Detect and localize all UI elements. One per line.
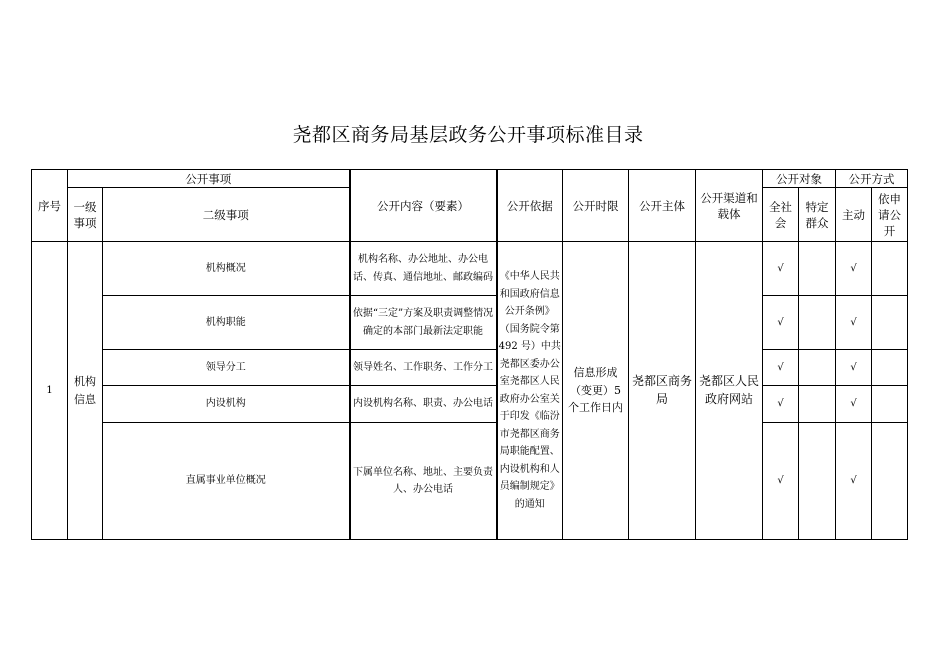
header-time-limit: 公开时限 (563, 170, 629, 242)
level2-cell: 直属事业单位概况 (103, 423, 350, 540)
content-cell: 领导姓名、工作职务、工作分工 (350, 350, 497, 386)
seq-cell: 1 (32, 242, 68, 540)
channel-cell: 尧都区人民政府网站 (696, 242, 763, 540)
whole-society-mark: √ (763, 350, 799, 386)
content-cell: 内设机构名称、职责、办公电话 (350, 386, 497, 423)
header-whole-society: 全社会 (763, 188, 799, 242)
content-cell: 依据“三定”方案及职责调整情况确定的本部门最新法定职能 (350, 296, 497, 350)
header-basis: 公开依据 (497, 170, 563, 242)
header-active: 主动 (836, 188, 872, 242)
header-content: 公开内容（要素） (350, 170, 497, 242)
table-row (32, 296, 908, 350)
level1-cell: 机构信息 (68, 242, 103, 540)
level2-cell: 机构概况 (103, 242, 350, 296)
header-audience-group: 公开对象 (763, 170, 836, 188)
active-mark: √ (836, 296, 872, 350)
header-specific-group: 特定群众 (799, 188, 836, 242)
on-request-mark (872, 386, 908, 423)
header-on-request: 依申请公开 (872, 188, 908, 242)
content-cell: 机构名称、办公地址、办公电话、传真、通信地址、邮政编码 (350, 242, 497, 296)
specific-group-mark (799, 423, 836, 540)
whole-society-mark: √ (763, 386, 799, 423)
whole-society-mark: √ (763, 423, 799, 540)
active-mark: √ (836, 242, 872, 296)
header-item-group: 公开事项 (68, 170, 350, 188)
header-level1: 一级事项 (68, 188, 103, 242)
specific-group-mark (799, 296, 836, 350)
level2-cell: 领导分工 (103, 350, 350, 386)
header-channel: 公开渠道和载体 (696, 170, 763, 242)
time-limit-cell: 信息形成（变更）5 个工作日内 (563, 242, 629, 540)
table-row (32, 350, 908, 386)
page-title: 尧都区商务局基层政务公开事项标准目录 (292, 124, 644, 146)
subject-cell: 尧都区商务局 (629, 242, 696, 540)
whole-society-mark: √ (763, 242, 799, 296)
whole-society-mark: √ (763, 296, 799, 350)
level2-cell: 内设机构 (103, 386, 350, 423)
table-row (32, 242, 908, 296)
header-method-group: 公开方式 (836, 170, 908, 188)
table-row (32, 386, 908, 423)
specific-group-mark (799, 242, 836, 296)
active-mark: √ (836, 350, 872, 386)
on-request-mark (872, 296, 908, 350)
content-cell: 下属单位名称、地址、主要负责人、办公电话 (350, 423, 497, 540)
level2-cell: 机构职能 (103, 296, 350, 350)
active-mark: √ (836, 423, 872, 540)
specific-group-mark (799, 386, 836, 423)
active-mark: √ (836, 386, 872, 423)
header-level2: 二级事项 (103, 188, 350, 242)
header-seq: 序号 (32, 170, 68, 242)
catalog-table (31, 169, 908, 540)
on-request-mark (872, 423, 908, 540)
header-subject: 公开主体 (629, 170, 696, 242)
specific-group-mark (799, 350, 836, 386)
on-request-mark (872, 350, 908, 386)
table-row (32, 423, 908, 540)
on-request-mark (872, 242, 908, 296)
basis-cell: 《中华人民共和国政府信息公开条例》（国务院令第 492 号）中共尧都区委办公室尧都区人民政府办公室关于印发《临汾市尧都区商务局职能配置、内设机构和人员编制规定》的通知 (497, 242, 563, 540)
